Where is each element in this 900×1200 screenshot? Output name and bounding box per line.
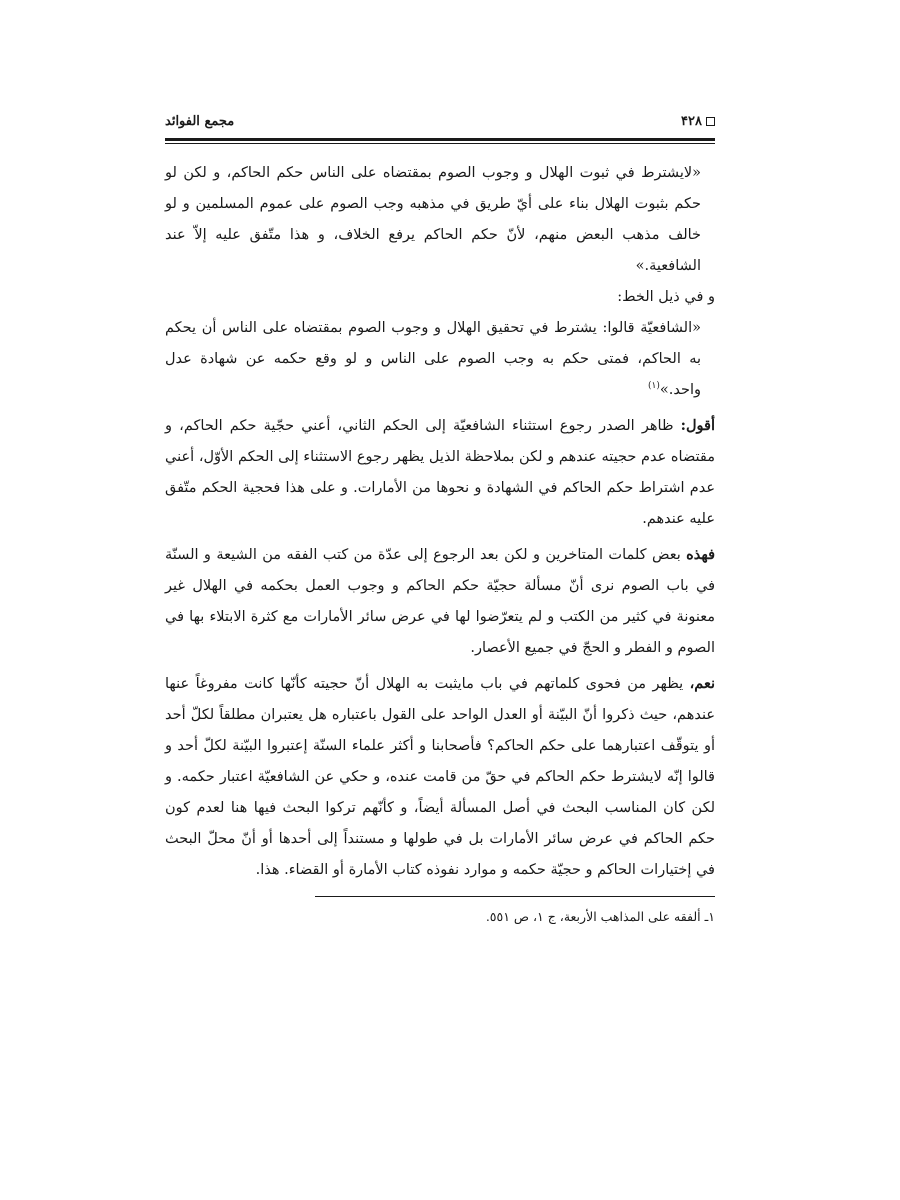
paragraph-naam — [165, 664, 715, 886]
book-page — [165, 112, 715, 927]
footnote-separator — [315, 896, 715, 897]
paragraph-fahadhihi — [165, 535, 715, 664]
paragraph-lead-word: فهذه — [686, 546, 715, 563]
book-title: مجمع الفوائد — [165, 114, 235, 129]
paragraph-lead-word: نعم، — [689, 675, 715, 692]
page-number: ۴۲۸ — [681, 114, 702, 129]
paragraph-aqulu — [165, 406, 715, 535]
quotation-second-text: «الشافعيّة قالوا: يشترط في تحقيق الهلال و وجوب الصوم بمقتضاه على الناس أن يحكم به الحاكم، فمتى حكم به وجب الصوم على الناس و لو وقع حكمه عن شهادة عدل واحد.» — [165, 320, 701, 398]
quotation-first: «لایشترط في ثبوت الهلال و وجوب الصوم بمقتضاه على الناس حكم الحاكم، و لكن لو حكم بثبوت الهلال بناء على أيّ طريق في مذهبه وجب الصوم على عموم المسلمين و لو خالف مذهب البعض منهم، لأنّ حكم الحاكم يرفع الخلاف، و هذا متّفق عليه إلاّ عند الشافعية.» — [165, 165, 701, 274]
paragraph-lead-word: أقول: — [680, 417, 715, 434]
paragraph-text: يظهر من فحوى كلماتهم في باب مايثبت به الهلال أنّ حجيته كأنّها كانت مفروغاً عنها عندهم، حيث ذكروا أنّ البيّنة أو العدل الواحد على القول باعتباره هل يعتبران مطلقاً لكلّ أحد أو يتوقّف اعتبارهما على حكم الحاكم؟ فأصحابنا و أكثر علماء السنّة إعتبروا البيّنة لكلّ أحد و قالوا إنّه لايشترط حكم الحاكم في حقّ من قامت عنده، و حكي عن الشافعيّة اعتبار حكمه. و لكن كان المناسب البحث في أصل المسألة أيضاً، و كأنّهم تركوا البحث فيها هنا لعدم كون حكم الحاكم في عرض سائر الأمارات بل في طولها و مستنداً إلى أحدها أو أنّ محلّ البحث في إختيارات الحاكم و حجيّة حكمه و موارد نفوذه كتاب الأمارة أو القضاء. هذا. — [165, 676, 715, 878]
paragraph-text: بعض كلمات المتاخرين و لكن بعد الرجوع إلى عدّة من كتب الفقه من الشيعة و السنّة في باب الصوم نرى أنّ مسألة حجيّة حكم الحاكم و وجوب العمل بحكمه في الهلال غير معنونة في كثير من الكتب و لم يتعرّضوا لها في عرض سائر الأمارات مع كثرة الابتلاء بها في الصوم و الفطر و الحجّ في جميع الأعصار. — [165, 547, 715, 656]
running-header — [165, 112, 715, 134]
footnote: ١ـ ألفقه على المذاهب الأربعة، ج ١، ص ٥٥١. — [485, 909, 715, 924]
page-body — [165, 158, 715, 886]
header-rule-thick — [165, 138, 715, 141]
header-rule-thin — [165, 143, 715, 144]
paragraph-text: ظاهر الصدر رجوع استثناء الشافعيّة إلى الحكم الثاني، أعني حجّية حكم الحاكم، و مقتضاه عدم حجيته عندهم و لكن بملاحظة الذيل يظهر رجوع الاستثناء إلى الحكم الأوّل، أعني عدم اشتراط حكم الحاكم في الشهادة و نحوها من الأمارات. و على هذا فحجية الحكم متّفق عليه عندهم. — [165, 418, 715, 527]
page-number-block — [681, 114, 715, 129]
quotation-second — [165, 313, 715, 406]
footnote-reference[interactable]: (١) — [648, 381, 660, 392]
intro-line: و في ذيل الخط: — [617, 289, 715, 305]
square-ornament-icon — [706, 117, 715, 126]
